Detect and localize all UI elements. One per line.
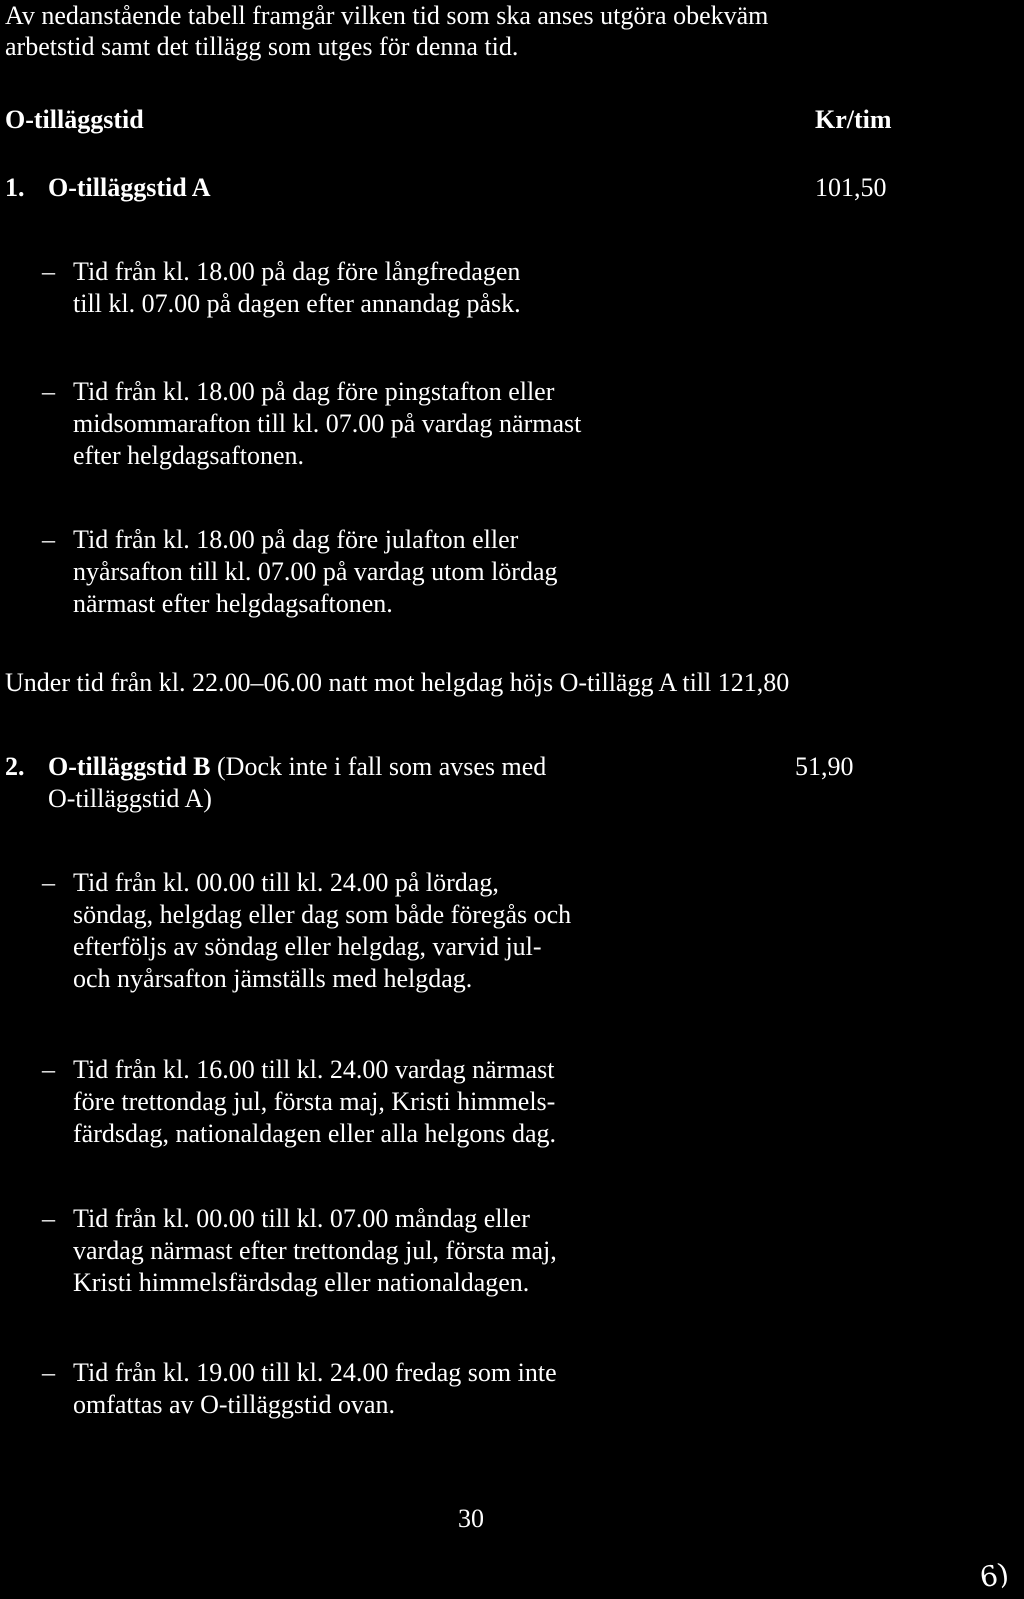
section-b-item-2-line-1: Tid från kl. 16.00 till kl. 24.00 vardag närmast — [73, 1055, 555, 1084]
dash-marker: – — [42, 868, 55, 897]
dash-marker: – — [42, 1358, 55, 1387]
section-b-item-3-line-3: Kristi himmelsfärdsdag eller nationaldagen. — [73, 1268, 530, 1297]
section-b-title: O-tilläggstid B — [48, 752, 211, 781]
section-a-item-3-line-3: närmast efter helgdagsaftonen. — [73, 589, 393, 618]
section-a-title: O-tilläggstid A — [48, 173, 211, 202]
section-b-title-line-2: O-tilläggstid A) — [48, 784, 212, 813]
section-b-item-1-line-4: och nyårsafton jämställs med helgdag. — [73, 964, 473, 993]
handwritten-annotation: 6) — [977, 1556, 1012, 1595]
section-a-item-3-line-2: nyårsafton till kl. 07.00 på vardag utom lördag — [73, 557, 558, 586]
section-b-item-1-line-2: söndag, helgdag eller dag som både föregås och — [73, 900, 572, 929]
section-b-item-1-line-3: efterföljs av söndag eller helgdag, varvid jul- — [73, 932, 542, 961]
dash-marker: – — [42, 377, 55, 406]
page-number: 30 — [458, 1504, 484, 1533]
intro-line-2: arbetstid samt det tillägg som utges för denna tid. — [5, 32, 519, 61]
section-b-item-2-line-3: färdsdag, nationaldagen eller alla helgons dag. — [73, 1119, 556, 1148]
section-b-item-2-line-2: före trettondag jul, första maj, Kristi himmels- — [73, 1087, 556, 1116]
dash-marker: – — [42, 1055, 55, 1084]
section-a-item-1-line-2: till kl. 07.00 på dagen efter annandag påsk. — [73, 289, 521, 318]
column-header-kr-tim: Kr/tim — [815, 105, 892, 134]
section-a-item-3-line-1: Tid från kl. 18.00 på dag före julafton eller — [73, 525, 519, 554]
section-b-item-4-line-1: Tid från kl. 19.00 till kl. 24.00 fredag som inte — [73, 1358, 557, 1387]
section-a-item-2-line-3: efter helgdagsaftonen. — [73, 441, 305, 470]
section-b-heading — [48, 751, 546, 783]
section-a-item-1-line-1: Tid från kl. 18.00 på dag före långfredagen — [73, 257, 521, 286]
column-header-o-tillaggstid: O-tilläggstid — [5, 105, 144, 134]
dash-marker: – — [42, 257, 55, 286]
section-b-rate: 51,90 — [795, 752, 854, 781]
section-b-number: 2. — [5, 752, 25, 781]
section-a-number: 1. — [5, 173, 25, 202]
section-b-item-3-line-2: vardag närmast efter trettondag jul, första maj, — [73, 1236, 557, 1265]
section-b-item-4-line-2: omfattas av O-tilläggstid ovan. — [73, 1390, 396, 1419]
section-a-rate: 101,50 — [815, 173, 887, 202]
section-b-item-1-line-1: Tid från kl. 00.00 till kl. 24.00 på lördag, — [73, 868, 499, 897]
section-b-item-3-line-1: Tid från kl. 00.00 till kl. 07.00 måndag eller — [73, 1204, 530, 1233]
section-a-item-2-line-1: Tid från kl. 18.00 på dag före pingstafton eller — [73, 377, 555, 406]
section-a-item-2-line-2: midsommarafton till kl. 07.00 på vardag närmast — [73, 409, 582, 438]
section-b-title-suffix: (Dock inte i fall som avses med — [210, 752, 547, 781]
section-a-night-note: Under tid från kl. 22.00–06.00 natt mot helgdag höjs O-tillägg A till 121,80 — [5, 668, 790, 697]
dash-marker: – — [42, 1204, 55, 1233]
dash-marker: – — [42, 525, 55, 554]
intro-line-1: Av nedanstående tabell framgår vilken tid som ska anses utgöra obekväm — [5, 1, 769, 30]
